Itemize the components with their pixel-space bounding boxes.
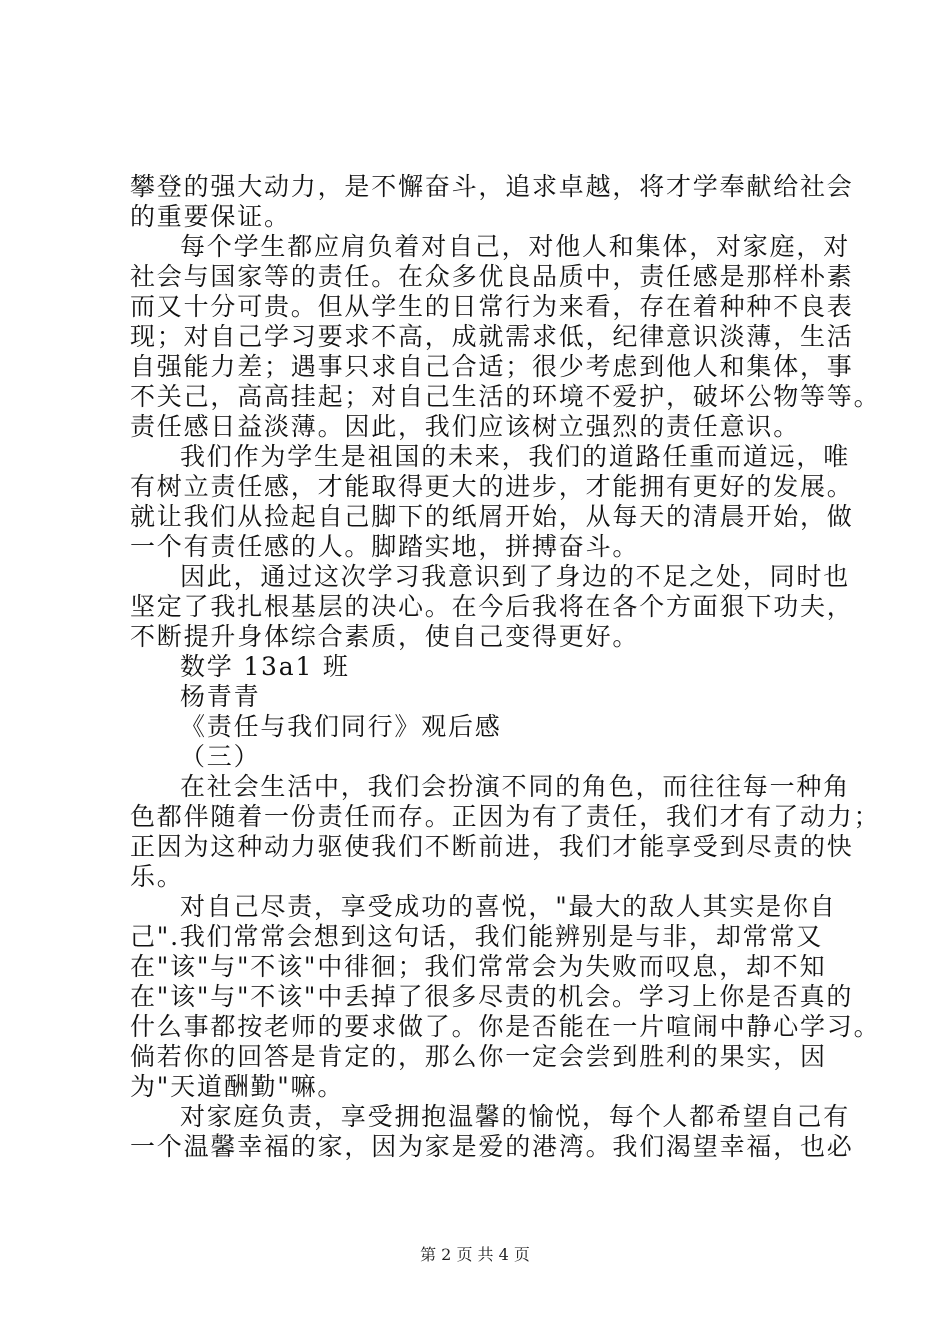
text-line: 不关己，高高挂起；对自己生活的环境不爱护，破坏公物等等。 <box>130 382 881 411</box>
text-line: 己".我们常常会想到这句话，我们能辨别是与非，却常常又 <box>130 922 824 951</box>
text-line: 在社会生活中，我们会扮演不同的角色，而往往每一种角 <box>180 772 851 801</box>
text-line: 坚定了我扎根基层的决心。在今后我将在各个方面狠下功夫， <box>130 592 854 621</box>
text-line: 色都伴随着一份责任而存。正因为有了责任，我们才有了动力； <box>130 802 881 831</box>
text-line: 对家庭负责，享受拥抱温馨的愉悦，每个人都希望自己有 <box>180 1102 851 1131</box>
text-line: 正因为这种动力驱使我们不断前进，我们才能享受到尽责的快 <box>130 832 854 861</box>
text-line: 对自己尽责，享受成功的喜悦，"最大的敌人其实是你自 <box>180 892 837 921</box>
text-line: 一个温馨幸福的家，因为家是爱的港湾。我们渴望幸福，也必 <box>130 1132 854 1161</box>
text-line: 乐。 <box>130 862 184 891</box>
text-line: 在"该"与"不该"中丢掉了很多尽责的机会。学习上你是否真的 <box>130 982 854 1011</box>
text-line: 每个学生都应肩负着对自己，对他人和集体，对家庭，对 <box>180 232 851 261</box>
text-line: 责任感日益淡薄。因此，我们应该树立强烈的责任意识。 <box>130 412 801 441</box>
text-line: 不断提升身体综合素质，使自己变得更好。 <box>130 622 640 651</box>
text-line: 在"该"与"不该"中徘徊；我们常常会为失败而叹息，却不知 <box>130 952 827 981</box>
text-line: 自强能力差；遇事只求自己合适；很少考虑到他人和集体，事 <box>130 352 854 381</box>
text-line: （三） <box>180 742 261 771</box>
text-line: 数学 13a1 班 <box>180 652 350 681</box>
text-line: 攀登的强大动力，是不懈奋斗，追求卓越，将才学奉献给社会 <box>130 172 854 201</box>
text-line: 我们作为学生是祖国的未来，我们的道路任重而道远，唯 <box>180 442 851 471</box>
text-line: 因此，通过这次学习我意识到了身边的不足之处，同时也 <box>180 562 851 591</box>
text-line: 而又十分可贵。但从学生的日常行为来看，存在着种种不良表 <box>130 292 854 321</box>
text-line: 有树立责任感，才能取得更大的进步，才能拥有更好的发展。 <box>130 472 854 501</box>
text-line: 一个有责任感的人。脚踏实地，拼搏奋斗。 <box>130 532 640 561</box>
text-line: 杨青青 <box>180 682 261 711</box>
text-line: 的重要保证。 <box>130 202 291 231</box>
text-line: 就让我们从捡起自己脚下的纸屑开始，从每天的清晨开始，做 <box>130 502 854 531</box>
page-footer: 第 2 页 共 4 页 <box>420 1245 530 1264</box>
text-line: 什么事都按老师的要求做了。你是否能在一片喧闹中静心学习。 <box>130 1012 881 1041</box>
document-body <box>130 172 881 1162</box>
text-line: 为"天道酬勤"嘛。 <box>130 1072 345 1101</box>
text-line: 社会与国家等的责任。在众多优良品质中，责任感是那样朴素 <box>130 262 854 291</box>
text-line: 倘若你的回答是肯定的，那么你一定会尝到胜利的果实，因 <box>130 1042 827 1071</box>
text-line: 《责任与我们同行》观后感 <box>180 712 502 741</box>
text-line: 现；对自己学习要求不高，成就需求低，纪律意识淡薄，生活 <box>130 322 854 351</box>
